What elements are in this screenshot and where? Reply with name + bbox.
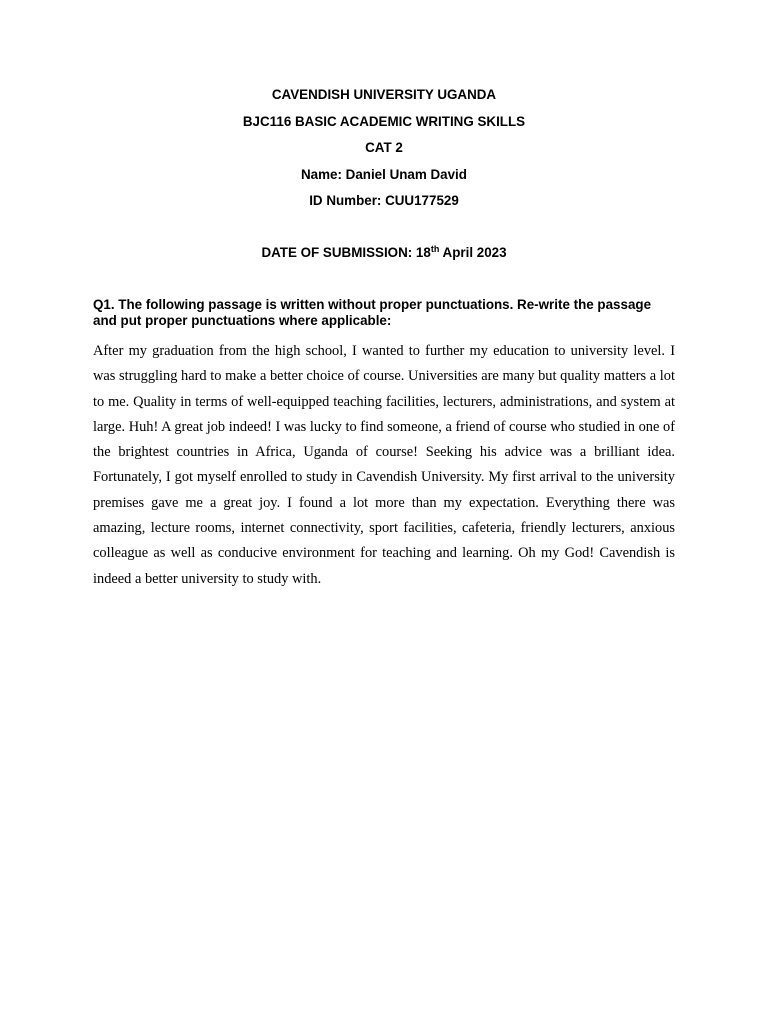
- submission-date-label: DATE OF SUBMISSION: 18: [261, 245, 431, 260]
- document-header: [0, 86, 768, 219]
- question-prompt: Q1. The following passage is written without proper punctuations. Re-write the passage and put proper punctuations where applicable:: [93, 297, 652, 328]
- student-name: Name: Daniel Unam David: [301, 166, 467, 182]
- submission-date-ordinal: th: [430, 244, 440, 254]
- course-title: BJC116 BASIC ACADEMIC WRITING SKILLS: [242, 113, 526, 129]
- submission-date-rest: April 2023: [439, 245, 507, 260]
- answer-passage: After my graduation from the high school, I wanted to further my education to university level. I was struggling hard to make a better choice of course. Universities are many but quality matters a lot to me. Quality in terms of well-equipped teaching facilities, lecturers, administrations, and system at large. Huh! A great job indeed! I was lucky to find someone, a friend of course who studied in one of the brightest countries in Africa, Uganda of course! Seeking his advice was a brilliant idea. Fortunately, I got myself enrolled to study in Cavendish University. My first arrival to the university premises gave me a great joy. I found a lot more than my expectation. Everything there was amazing, lecture rooms, internet connectivity, sport facilities, cafeteria, friendly lecturers, anxious colleague as well as conducive environment for teaching and learning. Oh my God! Cavendish is indeed a better university to study with.: [93, 343, 675, 587]
- university-name: CAVENDISH UNIVERSITY UGANDA: [271, 87, 497, 102]
- submission-date: [0, 243, 768, 263]
- student-id: ID Number: CUU177529: [309, 193, 459, 208]
- assessment-title: CAT 2: [365, 140, 403, 155]
